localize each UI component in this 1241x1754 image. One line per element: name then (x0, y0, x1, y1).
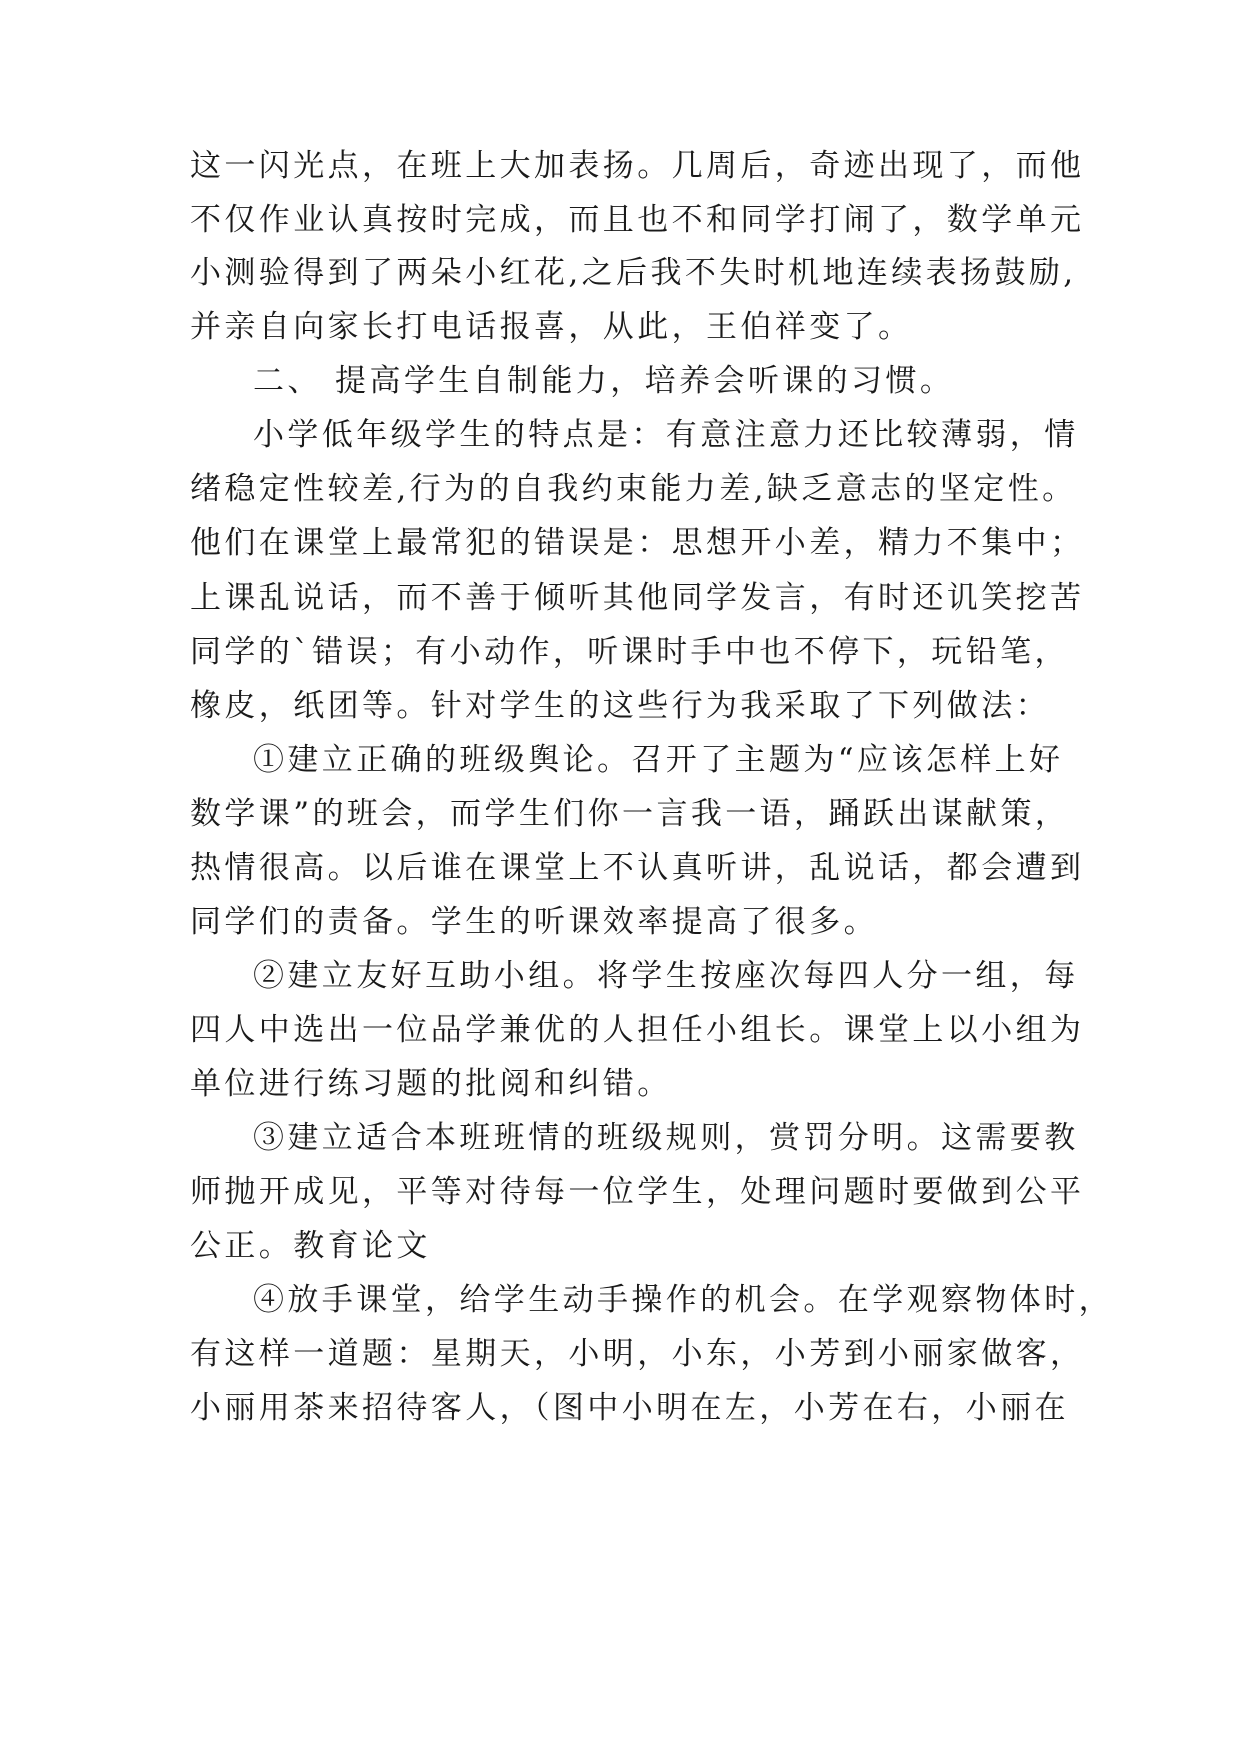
text-line: 师抛开成见，平等对待每一位学生，处理问题时要做到公平 (190, 1174, 1085, 1210)
text-line: 他们在课堂上最常犯的错误是：思想开小差，精力不集中； (190, 525, 1085, 561)
text-line: 上课乱说话，而不善于倾听其他同学发言，有时还讥笑挖苦 (190, 580, 1085, 616)
text-line: 热情很高。以后谁在课堂上不认真听讲，乱说话，都会遭到 (190, 850, 1085, 886)
text-line: 四人中选出一位品学兼优的人担任小组长。课堂上以小组为 (190, 1012, 1085, 1048)
text-line: 单位进行练习题的批阅和纠错。 (190, 1066, 672, 1102)
text-line: 绪稳定性较差,行为的自我约束能力差,缺乏意志的坚定性。 (190, 471, 1077, 507)
text-line: 这一闪光点，在班上大加表扬。几周后，奇迹出现了，而他 (190, 148, 1085, 184)
section-heading: 二、 提高学生自制能力，培养会听课的习惯。 (253, 363, 955, 399)
text-line: 小学低年级学生的特点是：有意注意力还比较薄弱，情 (253, 417, 1079, 453)
text-line: 并亲自向家长打电话报喜，从此，王伯祥变了。 (190, 309, 913, 345)
text-line: 小丽用茶来招待客人，（图中小明在左，小芳在右，小丽在 (190, 1390, 1069, 1426)
text-line: ②建立友好互助小组。将学生按座次每四人分一组，每 (253, 958, 1079, 994)
text-line: 不仅作业认真按时完成，而且也不和同学打闹了，数学单元 (190, 202, 1085, 238)
text-line: ④放手课堂，给学生动手操作的机会。在学观察物体时， (253, 1282, 1113, 1318)
text-line: 小测验得到了两朵小红花,之后我不失时机地连续表扬鼓励, (190, 255, 1077, 291)
text-line: 同学们的责备。学生的听课效率提高了很多。 (190, 904, 878, 940)
text-line: ①建立正确的班级舆论。召开了主题为“应该怎样上好 (253, 742, 1064, 778)
text-line: 数学课”的班会，而学生们你一言我一语，踊跃出谋献策， (190, 796, 1070, 832)
text-line: ③建立适合本班班情的班级规则，赏罚分明。这需要教 (253, 1120, 1079, 1156)
text-line: 同学的`错误；有小动作，听课时手中也不停下，玩铅笔， (190, 634, 1069, 670)
text-line: 公正。教育论文 (190, 1228, 431, 1264)
text-line: 橡皮，纸团等。针对学生的这些行为我采取了下列做法： (190, 688, 1050, 724)
text-line: 有这样一道题：星期天，小明，小东，小芳到小丽家做客， (190, 1336, 1085, 1372)
